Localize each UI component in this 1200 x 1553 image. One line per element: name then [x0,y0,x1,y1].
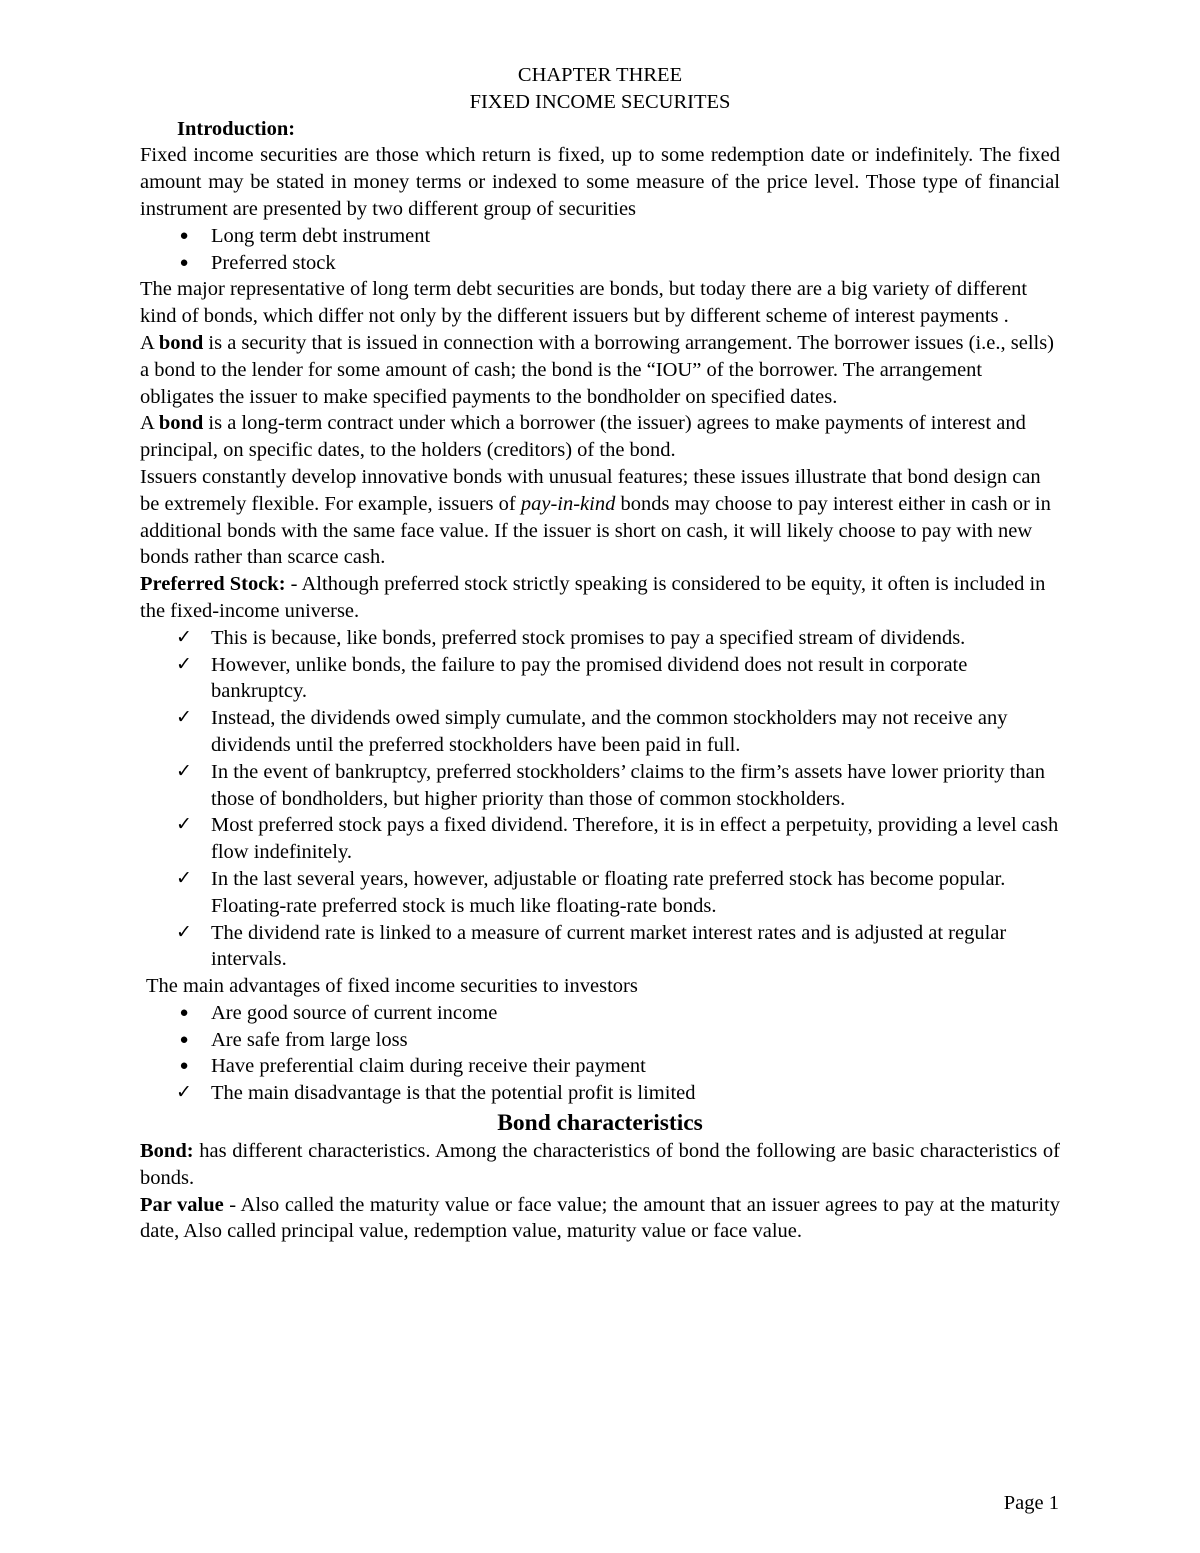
chapter-label: CHAPTER THREE [517,64,683,86]
list-item: ● Preferred stock [140,250,1060,277]
list-item: ✓ In the last several years, however, adjustable or floating rate preferred stock has become popular. Floating-rate preferred stock is much like floating-rate bonds. [140,866,1060,920]
preferred-stock-term: Preferred Stock: [140,573,286,596]
advantages-lead: The main advantages of fixed income securities to investors [146,975,638,998]
check-icon: ✓ [176,921,192,943]
bond-definition-2: A bond is a long-term contract under which a borrower (the issuer) agrees to make payments of interest and principal, on specific dates, to the holders (creditors) of the bond. [140,412,1026,462]
check-icon: ✓ [176,1082,192,1104]
check-icon: ✓ [176,626,192,648]
bond-characteristics-paragraph: Bond: has different characteristics. Among the characteristics of bond the following are basic characteristics of bonds. [140,1140,1060,1189]
innovation-paragraph: Issuers constantly develop innovative bonds with unusual features; these issues illustrate that bond design can be extremely flexible. For example, issuers of pay-in-kind bonds may choose to pay interest either in cash or in additional bonds with the same face value. If the issuer is short on cash, it will likely choose to pay with new bonds rather than scarce cash. [140,465,1051,569]
list-item: ● Are safe from large loss [140,1027,1060,1054]
list-item: ✓ The main disadvantage is that the potential profit is limited [140,1080,1060,1107]
debt-paragraph: The major representative of long term debt securities are bonds, but today there are a big variety of different kind of bonds, which differ not only by the different issuers but by different scheme of interest payments . [140,278,1028,328]
list-item: ● Have preferential claim during receive their payment [140,1053,1060,1080]
bond-term: bond [158,331,204,354]
bond-definition-1: A bond is a security that is issued in connection with a borrowing arrangement. The borrower issues (i.e., sells) a bond to the lender for some amount of cash; the bond is the “IOU” of the borrower. The arrangement obligates the issuer to make specified payments to the bondholder on specified dates. [140,331,1055,408]
list-item: ● Are good source of current income [140,1000,1060,1027]
intro-heading: Introduction: [177,117,296,140]
list-item: ✓ This is because, like bonds, preferred stock promises to pay a specified stream of dividends. [140,625,1060,652]
bullet-icon: ● [179,1004,189,1021]
advantages-list [140,1000,1060,1107]
preferred-stock-paragraph: Preferred Stock: - Although preferred stock strictly speaking is considered to be equity, it often is included in the fixed-income universe. [140,573,1046,622]
check-icon: ✓ [176,653,192,675]
list-item: ● Long term debt instrument [140,223,1060,250]
bond-term: Bond: [140,1140,194,1163]
page-number: Page 1 [1003,1492,1059,1514]
list-item: ✓ In the event of bankruptcy, preferred stockholders’ claims to the firm’s assets have lower priority than those of bondholders, but higher priority than those of common stockholders. [140,759,1060,813]
preferred-checklist [140,625,1060,973]
securities-list [140,223,1060,277]
check-icon: ✓ [176,814,192,836]
par-value-paragraph: Par value - Also called the maturity value or face value; the amount that an issuer agrees to pay at the maturity date, Also called principal value, redemption value, maturity value or face value. [140,1193,1060,1243]
bond-term: bond [158,412,204,435]
section-heading: Bond characteristics [497,1110,703,1137]
document-page [140,62,1060,1245]
bullet-icon: ● [179,254,189,271]
chapter-title: FIXED INCOME SECURITES [469,90,731,113]
bullet-icon: ● [179,227,189,244]
intro-paragraph: Fixed income securities are those which return is fixed, up to some redemption date or indefinitely. The fixed amount may be stated in money terms or indexed to some measure of the price level. Those type of financial instrument are presented by two different group of securities [140,144,1060,220]
list-item: ✓ However, unlike bonds, the failure to pay the promised dividend does not result in corporate bankruptcy. [140,652,1060,706]
list-item: ✓ Most preferred stock pays a fixed dividend. Therefore, it is in effect a perpetuity, providing a level cash flow indefinitely. [140,812,1060,866]
bullet-icon: ● [179,1058,189,1075]
par-value-term: Par value [140,1193,224,1216]
list-item: ✓ The dividend rate is linked to a measure of current market interest rates and is adjusted at regular intervals. [140,920,1060,974]
bullet-icon: ● [179,1031,189,1048]
check-icon: ✓ [176,760,192,782]
check-icon: ✓ [176,867,192,889]
list-item: ✓ Instead, the dividends owed simply cumulate, and the common stockholders may not receive any dividends until the preferred stockholders have been paid in full. [140,705,1060,759]
check-icon: ✓ [176,707,192,729]
pay-in-kind-term: pay-in-kind [520,492,616,515]
